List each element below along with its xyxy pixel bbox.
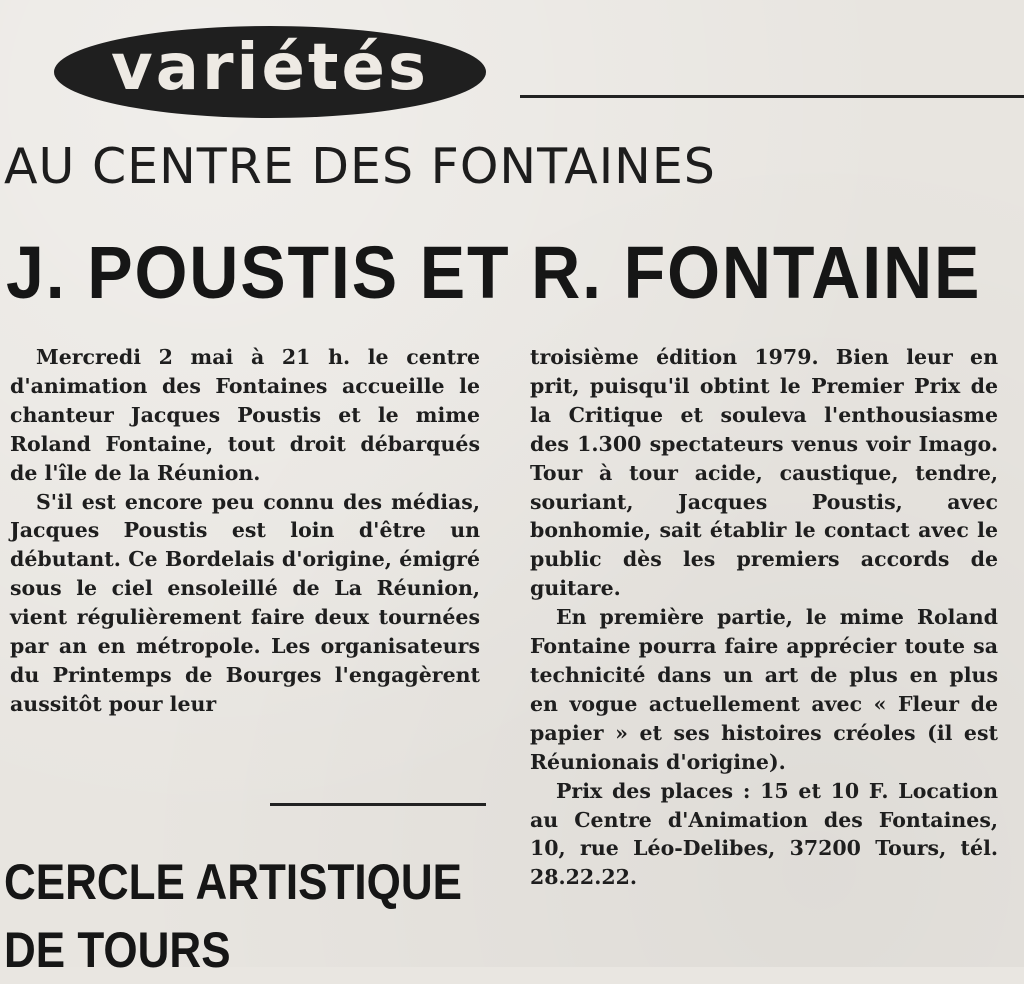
next-article-heading [4, 848, 462, 984]
next-article-heading-line: CERCLE ARTISTIQUE [4, 854, 462, 910]
paragraph: S'il est encore peu connu des médias, Jacques Poustis est loin d'être un débutant. Ce Bordelais d'origine, émigré sous le ciel ensoleillé de La Réunion, vient régulièrement faire deux tournées par an en métropole. Les organisateurs du Printemps de Bourges l'engagèrent aussitôt pour leur [10, 489, 480, 716]
paragraph: En première partie, le mime Roland Fontaine pourra faire apprécier toute sa technicité dans un art de plus en plus en vogue actuellement avec « Fleur de papier » et ses histoires créoles (il est Réunionais d'origine). [530, 605, 998, 774]
article-headline: J. POUSTIS ET R. FONTAINE [6, 231, 982, 314]
section-badge [54, 26, 486, 118]
paragraph: troisième édition 1979. Bien leur en prit, puisqu'il obtint le Premier Prix de la Critique et souleva l'enthousiasme des 1.300 spectateurs venus voir Imago. Tour à tour acide, caustique, tendre, souriant, Jacques Poustis, avec bonhomie, sait établir le contact avec le public dès les premiers accords de guitare. [530, 345, 998, 601]
article-kicker: AU CENTRE DES FONTAINES [4, 138, 716, 195]
header-rule [520, 95, 1024, 98]
section-badge-label: variétés [111, 31, 429, 105]
paragraph: Prix des places : 15 et 10 F. Location au Centre d'Animation des Fontaines, 10, rue Léo-Delibes, 37200 Tours, tél. 28.22.22. [530, 778, 998, 890]
paragraph: Mercredi 2 mai à 21 h. le centre d'animation des Fontaines accueille le chanteur Jacques Poustis et le mime Roland Fontaine, tout droit débarqués de l'île de la Réunion. [10, 345, 480, 485]
article-column-right [530, 343, 998, 892]
next-article-heading-line: DE TOURS [4, 922, 231, 978]
section-divider [270, 803, 486, 806]
article-column-left [10, 343, 480, 719]
